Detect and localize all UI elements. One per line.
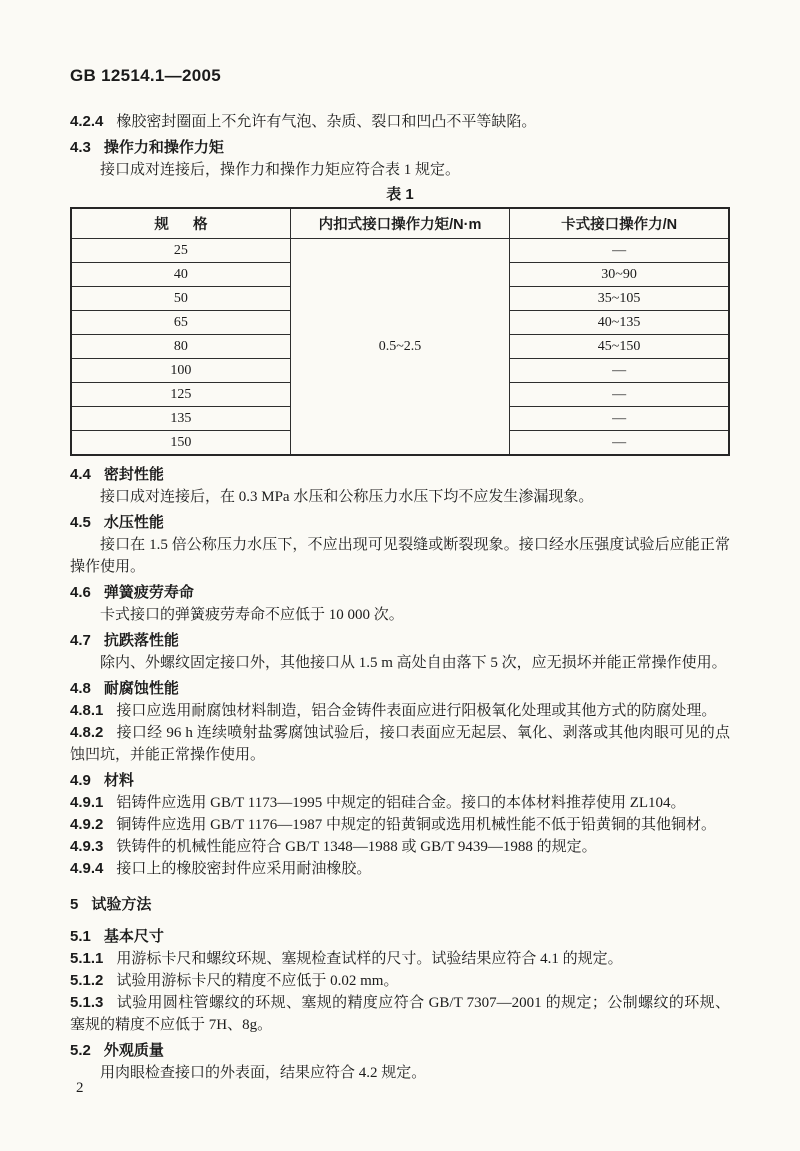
heading-title: 耐腐蚀性能 <box>103 680 179 697</box>
heading-number: 4.4 <box>70 466 91 483</box>
heading-title: 抗跌落性能 <box>103 632 179 649</box>
heading-4-4 <box>70 464 730 486</box>
spec-cell: 150 <box>71 431 290 456</box>
heading-number: 5.2 <box>70 1042 91 1059</box>
paragraph-4-6: 卡式接口的弹簧疲劳寿命不应低于 10 000 次。 <box>100 607 404 623</box>
clause-text: 铝铸件应选用 GB/T 1173—1995 中规定的铝硅合金。接口的本体材料推荐使用 ZL104。 <box>116 795 686 811</box>
heading-number: 4.7 <box>70 632 91 649</box>
clause-number: 5.1.3 <box>70 994 104 1011</box>
clause-number: 5.1.2 <box>70 972 104 989</box>
clause-4-8-1 <box>70 700 730 722</box>
paragraph-4-5: 接口在 1.5 倍公称压力水压下，不应出现可见裂缝或断裂现象。接口经水压强度试验后应能正常操作使用。 <box>70 537 730 575</box>
heading-4-6 <box>70 582 730 604</box>
force-cell: — <box>510 383 729 407</box>
force-cell: — <box>510 359 729 383</box>
table-header-row <box>71 208 729 239</box>
heading-number: 5 <box>70 896 79 913</box>
clause-4-9-1 <box>70 792 730 814</box>
heading-title: 外观质量 <box>103 1042 164 1059</box>
heading-title: 试验方法 <box>91 896 152 913</box>
heading-title: 材料 <box>103 772 134 789</box>
clause-4-8-2 <box>70 722 730 766</box>
clause-number: 4.9.2 <box>70 816 104 833</box>
heading-number: 4.6 <box>70 584 91 601</box>
paragraph-4-7: 除内、外螺纹固定接口外，其他接口从 1.5 m 高处自由落下 5 次，应无损坏并能正常操作使用。 <box>100 655 727 671</box>
clause-number: 4.8.1 <box>70 702 104 719</box>
clause-4-9-3 <box>70 836 730 858</box>
clause-text: 试验用圆柱管螺纹的环规、塞规的精度应符合 GB/T 7307—2001 的规定；公制螺纹的环规、塞规的精度不应低于 7H、8g。 <box>70 995 730 1033</box>
table-caption: 表 1 <box>386 186 414 203</box>
heading-5-2 <box>70 1040 730 1062</box>
heading-number: 4.5 <box>70 514 91 531</box>
page-number: 2 <box>76 1080 84 1096</box>
clause-4-9-2 <box>70 814 730 836</box>
clause-number: 5.1.1 <box>70 950 104 967</box>
clause-text: 橡胶密封圈面上不允许有气泡、杂质、裂口和凹凸不平等缺陷。 <box>116 114 537 130</box>
force-cell: — <box>510 239 729 263</box>
clause-number: 4.8.2 <box>70 724 104 741</box>
heading-4-8 <box>70 678 730 700</box>
heading-number: 4.9 <box>70 772 91 789</box>
force-cell: — <box>510 431 729 456</box>
force-cell: — <box>510 407 729 431</box>
paragraph-4-3: 接口成对连接后，操作力和操作力矩应符合表 1 规定。 <box>100 162 461 178</box>
clause-5-1-1 <box>70 948 730 970</box>
clause-4-9-4 <box>70 858 730 880</box>
table-row <box>71 239 729 263</box>
spec-cell: 100 <box>71 359 290 383</box>
heading-number: 4.3 <box>70 139 91 156</box>
column-header-torque: 内扣式接口操作力矩/N·m <box>290 208 509 239</box>
force-cell: 45~150 <box>510 335 729 359</box>
spec-cell: 50 <box>71 287 290 311</box>
clause-text: 接口应选用耐腐蚀材料制造，铝合金铸件表面应进行阳极氧化处理或其他方式的防腐处理。 <box>116 703 717 719</box>
heading-title: 弹簧疲劳寿命 <box>103 584 194 601</box>
spec-cell: 135 <box>71 407 290 431</box>
spec-cell: 40 <box>71 263 290 287</box>
column-header-force: 卡式接口操作力/N <box>510 208 729 239</box>
spec-cell: 65 <box>71 311 290 335</box>
clause-number: 4.9.3 <box>70 838 104 855</box>
clause-text: 铜铸件应选用 GB/T 1176—1987 中规定的铅黄铜或选用机械性能不低于铅黄铜的其他铜材。 <box>116 817 716 833</box>
force-cell: 35~105 <box>510 287 729 311</box>
clause-text: 接口经 96 h 连续喷射盐雾腐蚀试验后，接口表面应无起层、氧化、剥落或其他肉眼可见的点蚀凹坑，并能正常操作使用。 <box>70 725 730 763</box>
heading-4-5 <box>70 512 730 534</box>
heading-title: 水压性能 <box>103 514 164 531</box>
column-header-spec: 规 格 <box>71 208 290 239</box>
heading-5 <box>70 894 730 916</box>
heading-4-7 <box>70 630 730 652</box>
clause-text: 铁铸件的机械性能应符合 GB/T 1348—1988 或 GB/T 9439—1988 的规定。 <box>116 839 597 855</box>
heading-title: 基本尺寸 <box>103 928 164 945</box>
clause-number: 4.2.4 <box>70 113 104 130</box>
spec-cell: 25 <box>71 239 290 263</box>
clause-number: 4.9.1 <box>70 794 104 811</box>
heading-5-1 <box>70 926 730 948</box>
clause-text: 接口上的橡胶密封件应采用耐油橡胶。 <box>116 861 372 877</box>
spec-cell: 80 <box>71 335 290 359</box>
heading-title: 密封性能 <box>103 466 164 483</box>
clause-number: 4.9.4 <box>70 860 104 877</box>
heading-4-9 <box>70 770 730 792</box>
spec-cell: 125 <box>71 383 290 407</box>
clause-4-2-4 <box>70 111 730 133</box>
heading-title: 操作力和操作力矩 <box>103 139 224 156</box>
doc-number: GB 12514.1—2005 <box>70 66 221 85</box>
force-cell: 30~90 <box>510 263 729 287</box>
table-1 <box>70 207 730 456</box>
clause-5-1-3 <box>70 992 730 1036</box>
heading-number: 4.8 <box>70 680 91 697</box>
paragraph-4-4: 接口成对连接后，在 0.3 MPa 水压和公称压力水压下均不应发生渗漏现象。 <box>100 489 594 505</box>
paragraph-5-2: 用肉眼检查接口的外表面，结果应符合 4.2 规定。 <box>100 1065 427 1081</box>
clause-5-1-2 <box>70 970 730 992</box>
clause-text: 用游标卡尺和螺纹环规、塞规检查试样的尺寸。试验结果应符合 4.1 的规定。 <box>116 951 623 967</box>
heading-4-3 <box>70 137 730 159</box>
torque-merged-cell: 0.5~2.5 <box>290 239 509 456</box>
clause-text: 试验用游标卡尺的精度不应低于 0.02 mm。 <box>116 973 399 989</box>
force-cell: 40~135 <box>510 311 729 335</box>
heading-number: 5.1 <box>70 928 91 945</box>
